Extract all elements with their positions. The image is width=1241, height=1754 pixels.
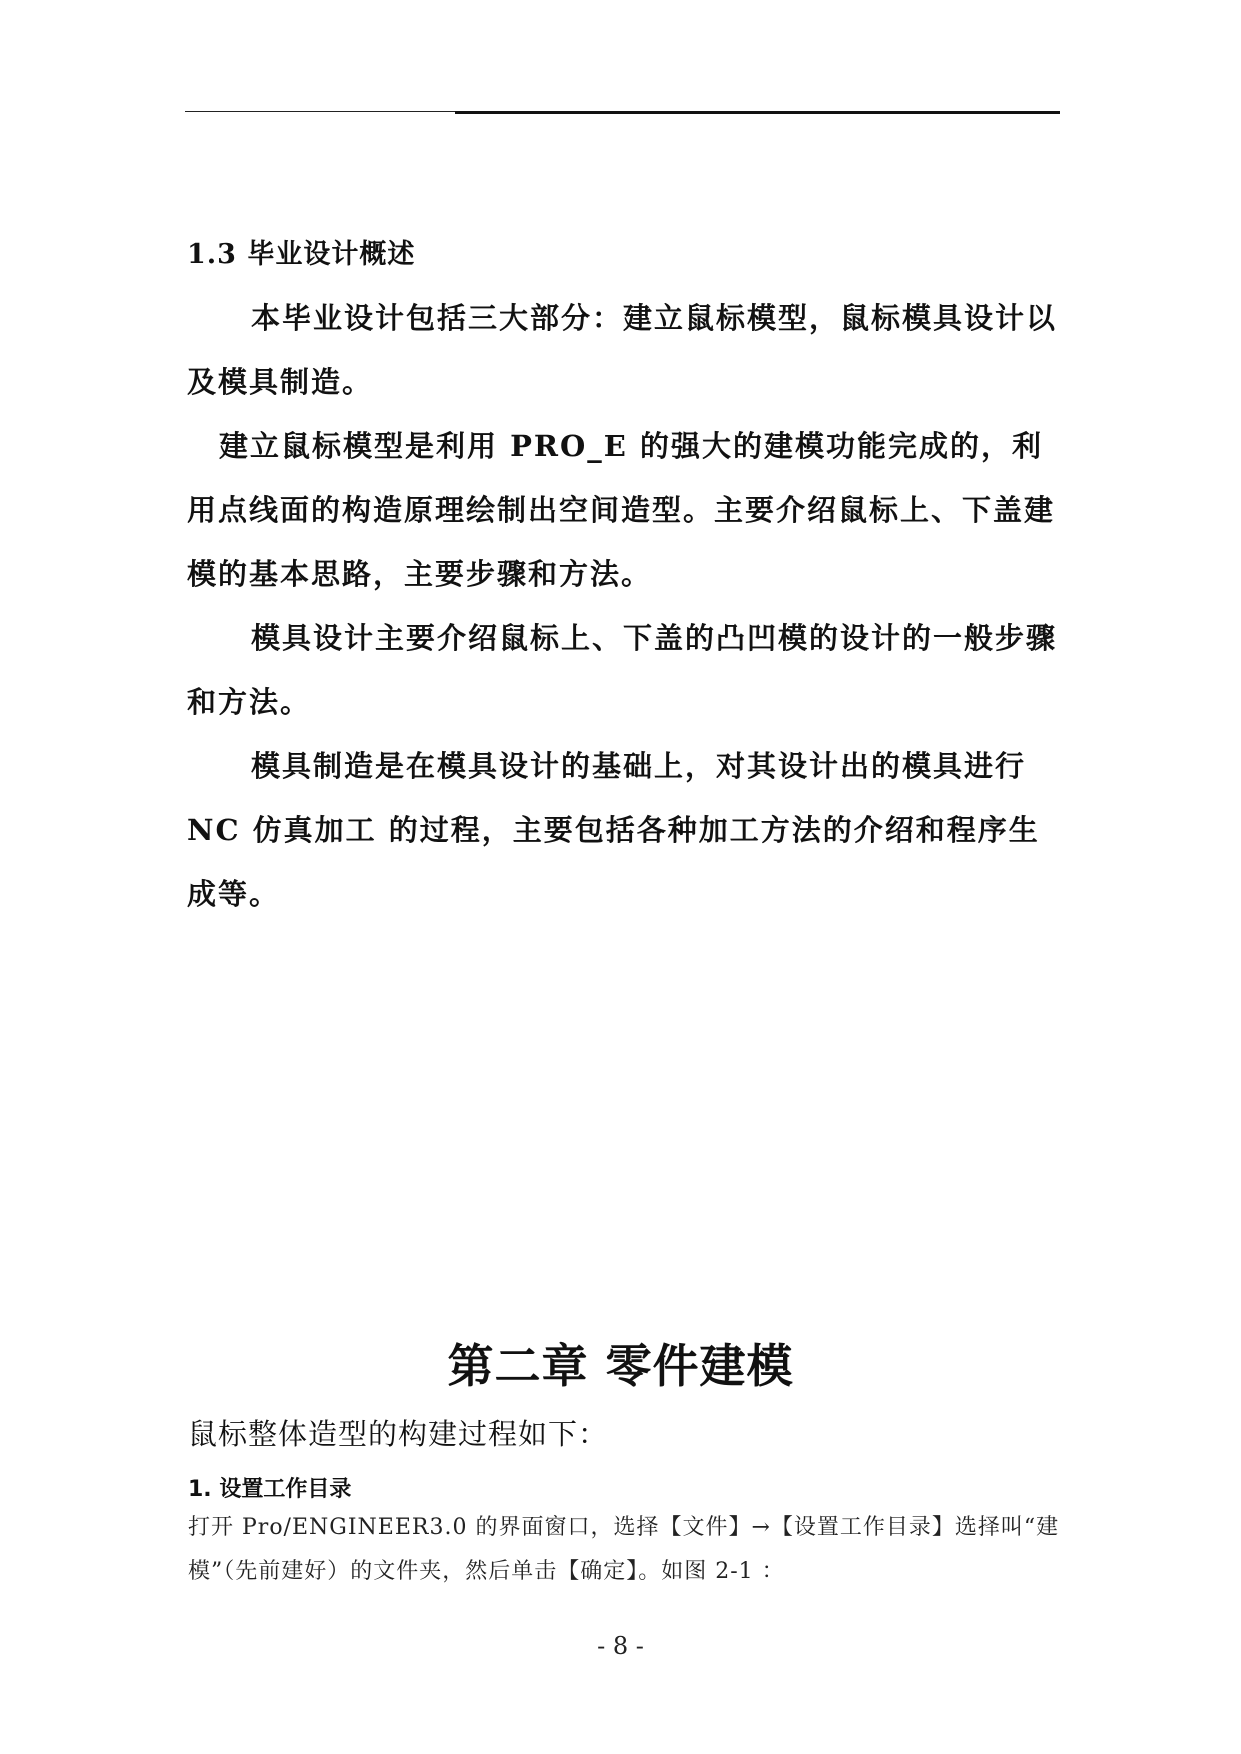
header-rule-thick	[455, 111, 1060, 114]
paragraph-modeling: 建立鼠标模型是利用 PRO_E 的强大的建模功能完成的，利用点线面的构造原理绘制出空间造型。主要介绍鼠标上、下盖建模的基本思路，主要步骤和方法。	[187, 429, 1056, 591]
chapter-intro: 鼠标整体造型的构建过程如下：	[188, 1417, 609, 1451]
paragraph-overview: 本毕业设计包括三大部分：建立鼠标模型，鼠标模具设计以及模具制造。	[187, 301, 1058, 399]
section-heading: 1.3 毕业设计概述	[187, 239, 416, 270]
header-rule-thin	[185, 111, 460, 112]
step-body: 打开 Pro/ENGINEER3.0 的界面窗口，选择【文件】→【设置工作目录】选择叫“建模”（先前建好）的文件夹，然后单击【确定】。如图 2-1 ：	[188, 1515, 1060, 1584]
paragraph-mold-manufacturing: 模具制造是在模具设计的基础上，对其设计出的模具进行 NC 仿真加工 的过程，主要包括各种加工方法的介绍和程序生成等。	[187, 749, 1040, 911]
chapter-title: 第二章 零件建模	[447, 1339, 794, 1393]
page-number: - 8 -	[597, 1632, 644, 1660]
step-heading: 1. 设置工作目录	[188, 1477, 352, 1502]
paragraph-mold-design: 模具设计主要介绍鼠标上、下盖的凸凹模的设计的一般步骤和方法。	[187, 621, 1058, 719]
